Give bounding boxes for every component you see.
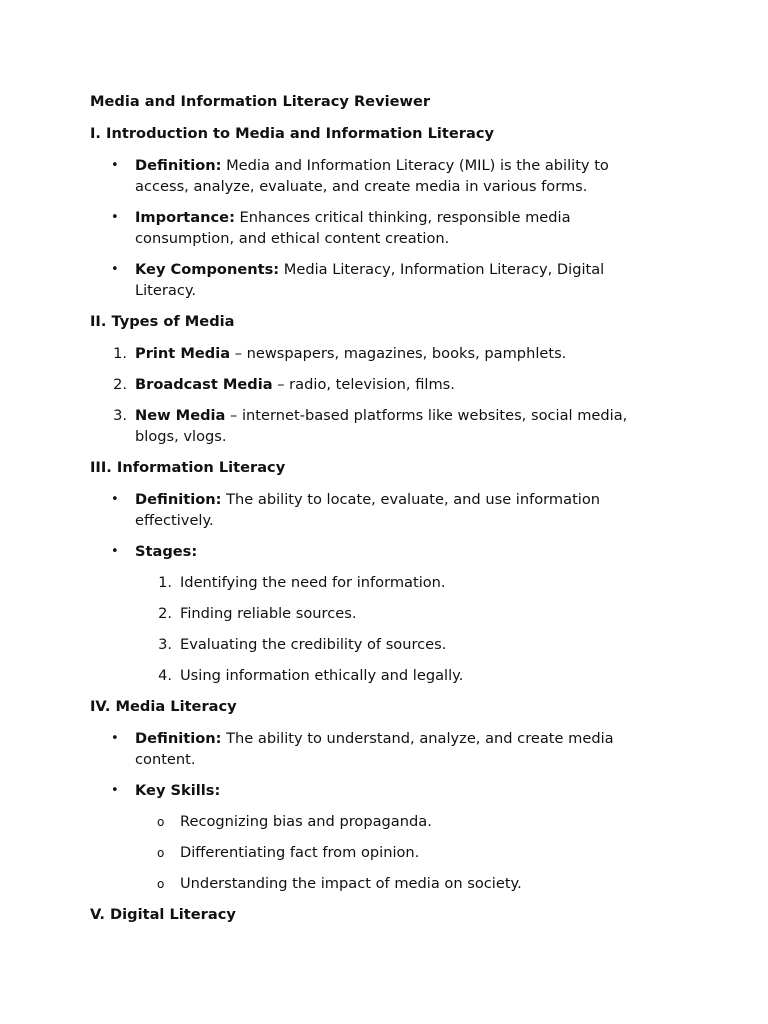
item-text: Media Literacy, Information Literacy, Digital Literacy. <box>135 261 605 299</box>
sub-list-item <box>90 811 660 832</box>
section-heading: I. Introduction to Media and Information Literacy <box>90 125 494 142</box>
list-item <box>90 489 660 531</box>
item-term: Definition: <box>135 491 222 508</box>
sub-list-item <box>90 603 660 624</box>
item-text: Identifying the need for information. <box>180 574 446 591</box>
item-term: Definition: <box>135 730 222 747</box>
section-heading: II. Types of Media <box>90 313 235 330</box>
item-term: Key Components: <box>135 261 280 278</box>
item-text: Finding reliable sources. <box>180 605 357 622</box>
item-term: Stages: <box>135 543 198 560</box>
list-item <box>90 259 660 301</box>
bullet-icon: • <box>111 544 119 559</box>
item-text: Evaluating the credibility of sources. <box>180 636 447 653</box>
document-page <box>90 91 660 936</box>
item-text: – radio, television, films. <box>272 376 455 393</box>
sub-list-item <box>90 634 660 655</box>
sub-list-item <box>90 572 660 593</box>
list-item <box>90 405 660 447</box>
item-term: Print Media <box>135 345 231 362</box>
item-text: Media and Information Literacy (MIL) is the ability to access, analyze, evaluate, and create media in various forms. <box>135 157 609 195</box>
item-text: The ability to locate, evaluate, and use information effectively. <box>135 491 601 529</box>
bullet-icon: • <box>111 158 119 173</box>
item-number: 2. <box>158 605 172 622</box>
circle-bullet-icon: o <box>157 877 165 891</box>
item-number: 3. <box>113 407 127 424</box>
item-text: Using information ethically and legally. <box>180 667 464 684</box>
sub-list-item <box>90 665 660 686</box>
section-heading: III. Information Literacy <box>90 459 286 476</box>
item-number: 3. <box>158 636 172 653</box>
item-text: Recognizing bias and propaganda. <box>180 813 432 830</box>
list-item <box>90 728 660 770</box>
item-text: Enhances critical thinking, responsible media consumption, and ethical content creation. <box>135 209 571 247</box>
item-term: Broadcast Media <box>135 376 273 393</box>
item-number: 1. <box>113 345 127 362</box>
sub-list-item <box>90 873 660 894</box>
item-text: The ability to understand, analyze, and create media content. <box>135 730 614 768</box>
circle-bullet-icon: o <box>157 815 165 829</box>
item-number: 4. <box>158 667 172 684</box>
list-item <box>90 780 660 801</box>
item-term: Key Skills: <box>135 782 221 799</box>
list-item <box>90 541 660 562</box>
circle-bullet-icon: o <box>157 846 165 860</box>
list-item <box>90 155 660 197</box>
item-number: 1. <box>158 574 172 591</box>
bullet-icon: • <box>111 210 119 225</box>
item-text: – newspapers, magazines, books, pamphlets. <box>230 345 567 362</box>
item-term: New Media <box>135 407 226 424</box>
sub-list-item <box>90 842 660 863</box>
item-text: Differentiating fact from opinion. <box>180 844 420 861</box>
item-text: Understanding the impact of media on society. <box>180 875 522 892</box>
bullet-icon: • <box>111 262 119 277</box>
bullet-icon: • <box>111 492 119 507</box>
item-term: Definition: <box>135 157 222 174</box>
section-heading: V. Digital Literacy <box>90 906 236 923</box>
bullet-icon: • <box>111 731 119 746</box>
item-term: Importance: <box>135 209 235 226</box>
bullet-icon: • <box>111 783 119 798</box>
item-number: 2. <box>113 376 127 393</box>
list-item <box>90 374 660 395</box>
item-text: – internet-based platforms like websites, social media, blogs, vlogs. <box>135 407 628 445</box>
document-title: Media and Information Literacy Reviewer <box>90 93 431 110</box>
list-item <box>90 343 660 364</box>
list-item <box>90 207 660 249</box>
section-heading: IV. Media Literacy <box>90 698 237 715</box>
